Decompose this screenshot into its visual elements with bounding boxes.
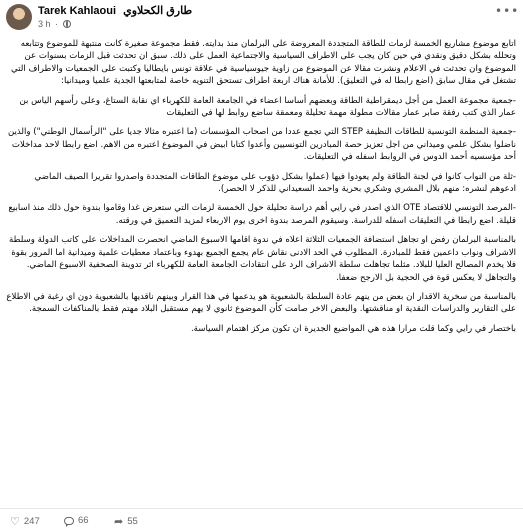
post-paragraph: باختصار في رايي وكما قلت مرارا هذه هي المواضيع الجديرة ان تكون مركز اهتمام السياسة.: [190, 323, 516, 334]
post-header: [0, 0, 523, 36]
heart-icon: ♡: [10, 516, 20, 528]
post-body: [6, 38, 516, 342]
globe-icon: [63, 20, 71, 28]
post-time[interactable]: 3 h: [38, 19, 51, 29]
post-paragraph: -جمعية مجموعة العمل من أجل ديمقراطية الطاقة وبعضهم أساسا اعضاء في الجامعة العامة للكهرباء اي نقابة الستاغ، وعلى رأسهم الياس بن عمار الذي كتب رفقة صابر عمار مقالات مطولة مهمة تحليلة ومعمقة ساضع روابط لها في التعليقات: [19, 95, 516, 119]
comment-reaction[interactable]: [64, 515, 89, 526]
author-name[interactable]: [38, 4, 192, 17]
post-paragraph: بالمناسبة البرلمان رفض او تجاهل استضافة الجمعيات الثلاثة اعلاه في ندوة اقامها الاسبوع الماضي انحصرت المداخلات على كاتب الدولة وسلطة الاشراف ونواب داعمين فقط للمبادرة. المطلوب في الحد الادنى نقاش عام يجمع الجميع بهدوء وباعتماد معطيات علمية وميدانية اما المرور بقوة فلا يخدم المصالح العليا للبلاد. مثلما تجاهلت سلطة الاشراف الرد على انتقادات الجامعة العامة للكهرباء اثر تدوينة الصحفية الاسبوع الماضي. والتجاهل لا يعكس قوة في الحجية بل الارجح ضعفا.: [9, 235, 516, 283]
author-name-arabic[interactable]: طارق الكحلاوي: [123, 5, 193, 17]
post-footer: [0, 508, 523, 532]
post-meta: [38, 19, 71, 29]
meta-separator: ·: [55, 19, 59, 29]
author-avatar[interactable]: [6, 4, 32, 30]
like-count: 247: [23, 516, 40, 527]
share-icon: ➦: [114, 516, 124, 528]
post-paragraph: -جمعية المنظمة التونسية للطاقات النظيفة STEP التي تجمع عددا من اصحاب المؤسسات (ما اعتبره مثالا جديا على "الرأسمال الوطني") والذين ناضلوا بشكل علمي وميداني من اجل تعزيز حصة المبادرين التونسيين وأعدوا كتابا ابيض في الموضوع اعتبره من الاهم. اضع رابطا لاحد مداخلات أحد مؤسسيه أحمد الدوس في الروابط اسفله في التعليقات.: [7, 127, 516, 163]
like-reaction[interactable]: [10, 515, 40, 528]
share-count: 55: [127, 516, 138, 527]
comment-icon: [64, 517, 74, 525]
post-paragraph: -المرصد التونسي للاقتصاد OTE الذي اصدر في رايي أهم دراسة تحليلة حول الخمسة لزمات التي ستعرض غدا وقاموا بندوة حول ذلك منذ اسابيع قليلة. اضع رابطا في التعليقات اسفله للدراسة. وسيقوم المرصد بندوة اخرى يوم الاربعاء لمزيد التعميق في ورقته.: [8, 203, 516, 226]
more-options-button[interactable]: •••: [495, 4, 520, 18]
post-paragraph: -ثلة من النواب كانوا في لجنة الطاقة ولم يعودوا فيها (عملوا بشكل دؤوب على موضوع الطاقات المتجددة واصدروا تقريرا الصيف الماضي ادعوهم لنشره: منهم بلال المشري وشكري بحرية واحمد السعيداني للذكر لا الحصر).: [34, 171, 516, 195]
share-reaction[interactable]: [114, 515, 138, 528]
comment-count: 66: [78, 515, 89, 526]
post-paragraph: اتابع موضوع مشاريع الخمسة لزمات للطاقة المتجددة المعروضة على البرلمان منذ بدايته. فقط مجموعة صغيرة كانت منتبهة للموضوع وتتابعه وتحلله بشكل دقيق ونقدي في حين كان يجب على الاطراف السياسية والاجتماعية العمل على ذلك. سبق ان تحدثت قبل الزمات بسنوات عن الموضوع وان تحدثت في الاعلام ونشرت مقالا عن الموضوع من زاوية جيوسياسية في علاقة تونس بايطاليا وكتبت على الجمعيات والاطراف التي تشتغل في مقال سابق (اضع رابطا له في التعليق). للأمانة هناك اربعة اطراف تستحق التنويه خاصة لمتابعتها الجدية علميا وميدانيا:: [11, 39, 516, 87]
author-name-latin[interactable]: Tarek Kahlaoui: [38, 5, 117, 17]
post-paragraph: بالمناسبة من سخرية الاقدار ان بعض من ينهم عادة السلطة بالشعبوية هو يدعمها في هذا القرار وبينهم ناقديها بالشعبوية دون اي رغبة في الاطلاع على التقارير والدراسات النقدية او مناقشتها. والبعض الاخر صامت كأن الموضوع ثانوي لا يهم مستقبل البلاد مهتم فقط بالمناكفات السمجة.: [6, 291, 516, 315]
